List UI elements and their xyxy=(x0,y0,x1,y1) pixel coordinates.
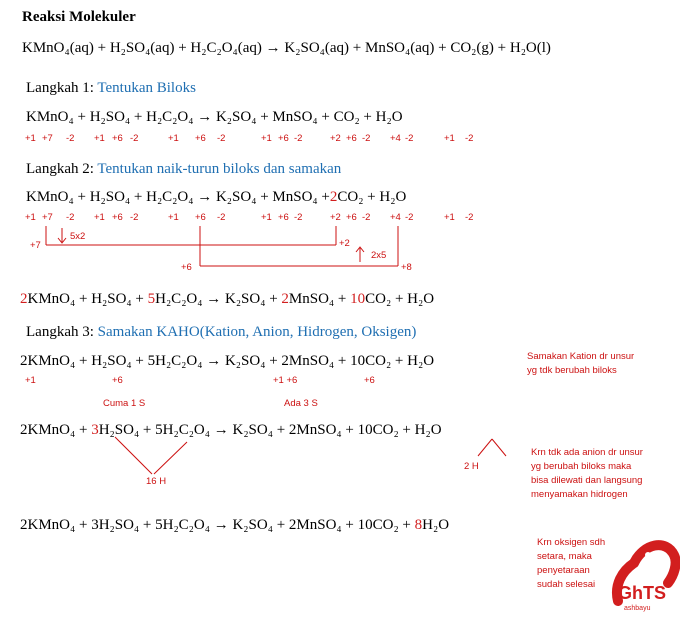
ox-number: -2 xyxy=(130,212,139,223)
ox-number: +1 xyxy=(25,133,36,144)
note-ada-3s: Ada 3 S xyxy=(284,398,318,409)
ox-number: -2 xyxy=(362,212,371,223)
ox-number: +6 xyxy=(112,133,123,144)
eq2-right: H₂SO₄ + 5H₂C₂O₄ → K₂SO₄ + 2MnSO₄ + 10CO₂ + H₂O xyxy=(98,422,442,438)
ox-number: +6 xyxy=(346,133,357,144)
ox-number: +1 xyxy=(25,375,36,386)
ox-number: -2 xyxy=(362,133,371,144)
coef-h2c2o4: 5 xyxy=(147,291,156,307)
step3-equation-2 xyxy=(20,422,442,439)
step2-title: Tentukan naik-turun biloks dan samakan xyxy=(97,161,342,177)
step1-equation: KMnO₄ + H₂SO₄ + H₂C₂O₄ → K₂SO₄ + MnSO₄ + CO₂ + H₂O xyxy=(26,109,403,125)
step2-coef-co2: 2 xyxy=(329,189,338,205)
hydrogen-count-right: 2 H xyxy=(464,461,479,472)
coef-h2o: 8 xyxy=(414,517,423,533)
ox-number: +1 xyxy=(261,133,272,144)
ox-number: +1 xyxy=(94,212,105,223)
molecular-equation: KMnO₄(aq) + H₂SO₄(aq) + H₂C₂O₄(aq) → K₂SO₄(aq) + MnSO₄(aq) + CO₂(g) + H₂O(l) xyxy=(22,40,551,56)
hydrogen-count-left: 16 H xyxy=(146,476,167,487)
ox-number: +6 xyxy=(112,375,123,386)
ox-number: +1 xyxy=(168,212,179,223)
ox-number: +2 xyxy=(330,212,341,223)
ox-number: +1 +6 xyxy=(273,375,298,386)
step3-equation-1: 2KMnO₄ + H₂SO₄ + 5H₂C₂O₄ → K₂SO₄ + 2MnSO₄ + 10CO₂ + H₂O xyxy=(20,353,435,369)
balanced-part-1: KMnO₄ + H₂SO₄ + xyxy=(27,291,148,307)
step2-equation-left: KMnO₄ + H₂SO₄ + H₂C₂O₄ → K₂SO₄ + MnSO₄ + xyxy=(26,189,330,205)
page-title: Reaksi Molekuler xyxy=(22,9,136,25)
note-kation: Samakan Kation dr unsur yg tdk berubah biloks xyxy=(527,351,635,376)
ox-number: -2 xyxy=(405,133,414,144)
ox-number: +6 xyxy=(112,212,123,223)
ox-number: +6 xyxy=(195,212,206,223)
step2-label: Langkah 2: xyxy=(26,161,98,177)
ox-number: +7 xyxy=(42,133,53,144)
balanced-part-2: H₂C₂O₄ → K₂SO₄ + xyxy=(155,291,282,307)
ox-number: +4 xyxy=(390,133,401,144)
mn-start-label: +7 xyxy=(30,240,41,251)
ox-number: +6 xyxy=(195,133,206,144)
balanced-part-3: MnSO₄ + xyxy=(288,291,351,307)
eq3-left: 2KMnO₄ + 3H₂SO₄ + 5H₂C₂O₄ → K₂SO₄ + 2MnSO₄ + 10CO₂ + xyxy=(20,517,415,533)
step3-label: Langkah 3: xyxy=(26,324,98,340)
balanced-equation xyxy=(20,291,434,308)
coef-h2so4: 3 xyxy=(91,422,99,438)
note-oksigen: Krn oksigen sdh setara, maka penyetaraan sudah selesai xyxy=(537,537,606,590)
step3-header xyxy=(26,324,416,341)
coef-co2: 10 xyxy=(350,291,366,307)
ox-number: +2 xyxy=(330,133,341,144)
ox-number: +6 xyxy=(278,133,289,144)
ox-number: +6 xyxy=(346,212,357,223)
ox-number: -2 xyxy=(66,212,75,223)
ox-number: +1 xyxy=(444,212,455,223)
step3-equation-3 xyxy=(20,517,449,534)
step3-title: Samakan KAHO xyxy=(97,324,200,340)
ox-number: +1 xyxy=(94,133,105,144)
ox-number: +1 xyxy=(25,212,36,223)
ox-number: -2 xyxy=(465,212,474,223)
step1-label: Langkah 1: xyxy=(26,80,98,96)
logo xyxy=(604,533,680,621)
ox-number: -2 xyxy=(66,133,75,144)
ox-number: -2 xyxy=(217,212,226,223)
coef-kmno4: 2 xyxy=(20,291,28,307)
note-anion: Krn tdk ada anion dr unsur yg berubah biloks maka bisa dilewati dan langsung menyamakan hidrogen xyxy=(531,447,643,500)
ox-number: +7 xyxy=(42,212,53,223)
ox-number: -2 xyxy=(294,133,303,144)
c-start-label: +6 xyxy=(181,262,192,273)
step1-title: Tentukan Biloks xyxy=(97,80,196,96)
ox-number: +1 xyxy=(261,212,272,223)
ox-number: +6 xyxy=(278,212,289,223)
mn-end-label: +2 xyxy=(339,238,350,249)
eq3-right: H₂O xyxy=(422,517,450,533)
c-end-label: +8 xyxy=(401,262,412,273)
step3-subtitle: (Kation, Anion, Hidrogen, Oksigen) xyxy=(199,324,417,340)
coef-mnso4: 2 xyxy=(281,291,289,307)
balanced-part-4: CO₂ + H₂O xyxy=(365,291,435,307)
ox-number: +4 xyxy=(390,212,401,223)
mn-factor-label: 5x2 xyxy=(70,231,86,242)
logo-small-text: ashbayu xyxy=(624,605,651,612)
note-cuma-1s: Cuma 1 S xyxy=(103,398,146,409)
logo-text: GhTS xyxy=(618,583,666,603)
eq2-left: 2KMnO₄ + xyxy=(20,422,92,438)
ox-number: -2 xyxy=(465,133,474,144)
ox-number: +1 xyxy=(444,133,455,144)
ox-number: +1 xyxy=(168,133,179,144)
ox-number: -2 xyxy=(130,133,139,144)
ox-number: +6 xyxy=(364,375,375,386)
ox-number: -2 xyxy=(217,133,226,144)
step2-equation-right: CO₂ + H₂O xyxy=(337,189,407,205)
ox-number: -2 xyxy=(405,212,414,223)
c-factor-label: 2x5 xyxy=(371,250,387,261)
ox-number: -2 xyxy=(294,212,303,223)
